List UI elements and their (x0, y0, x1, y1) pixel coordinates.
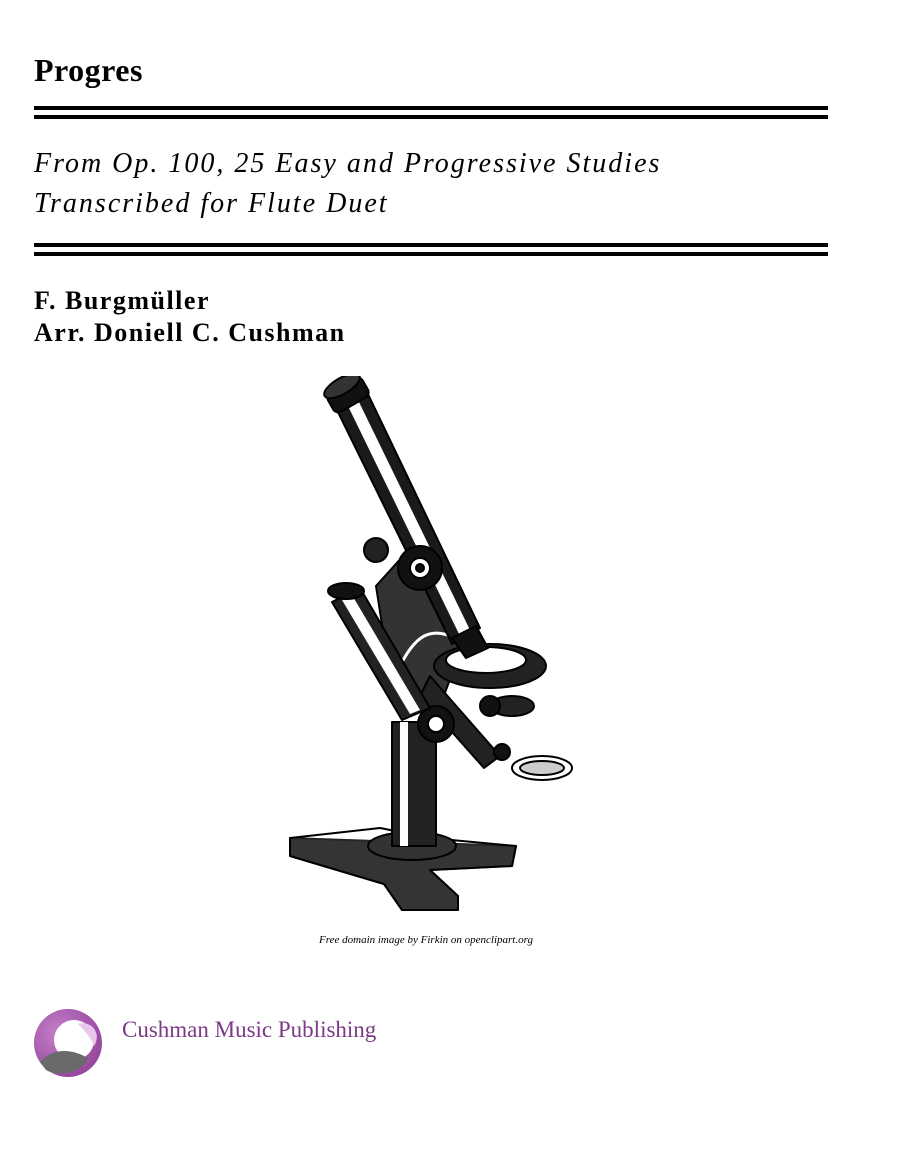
top-rule-upper (34, 106, 828, 110)
subtitle-line-2: Transcribed for Flute Duet (34, 188, 389, 219)
publisher-name: Cushman Music Publishing (122, 1017, 377, 1042)
composer-name: F. Burgmüller (34, 286, 210, 315)
page-title: Progres (34, 52, 143, 88)
microscope-icon (280, 376, 580, 916)
arranger-name: Arr. Doniell C. Cushman (34, 318, 346, 347)
subtitle-line-1: From Op. 100, 25 Easy and Progressive Studies (34, 148, 662, 179)
image-credit: Free domain image by Firkin on openclipart.org (319, 934, 533, 946)
top-rule-lower (34, 115, 828, 119)
bottom-rule-lower (34, 252, 828, 256)
bottom-rule-upper (34, 243, 828, 247)
publisher-logo-icon (30, 1006, 106, 1080)
